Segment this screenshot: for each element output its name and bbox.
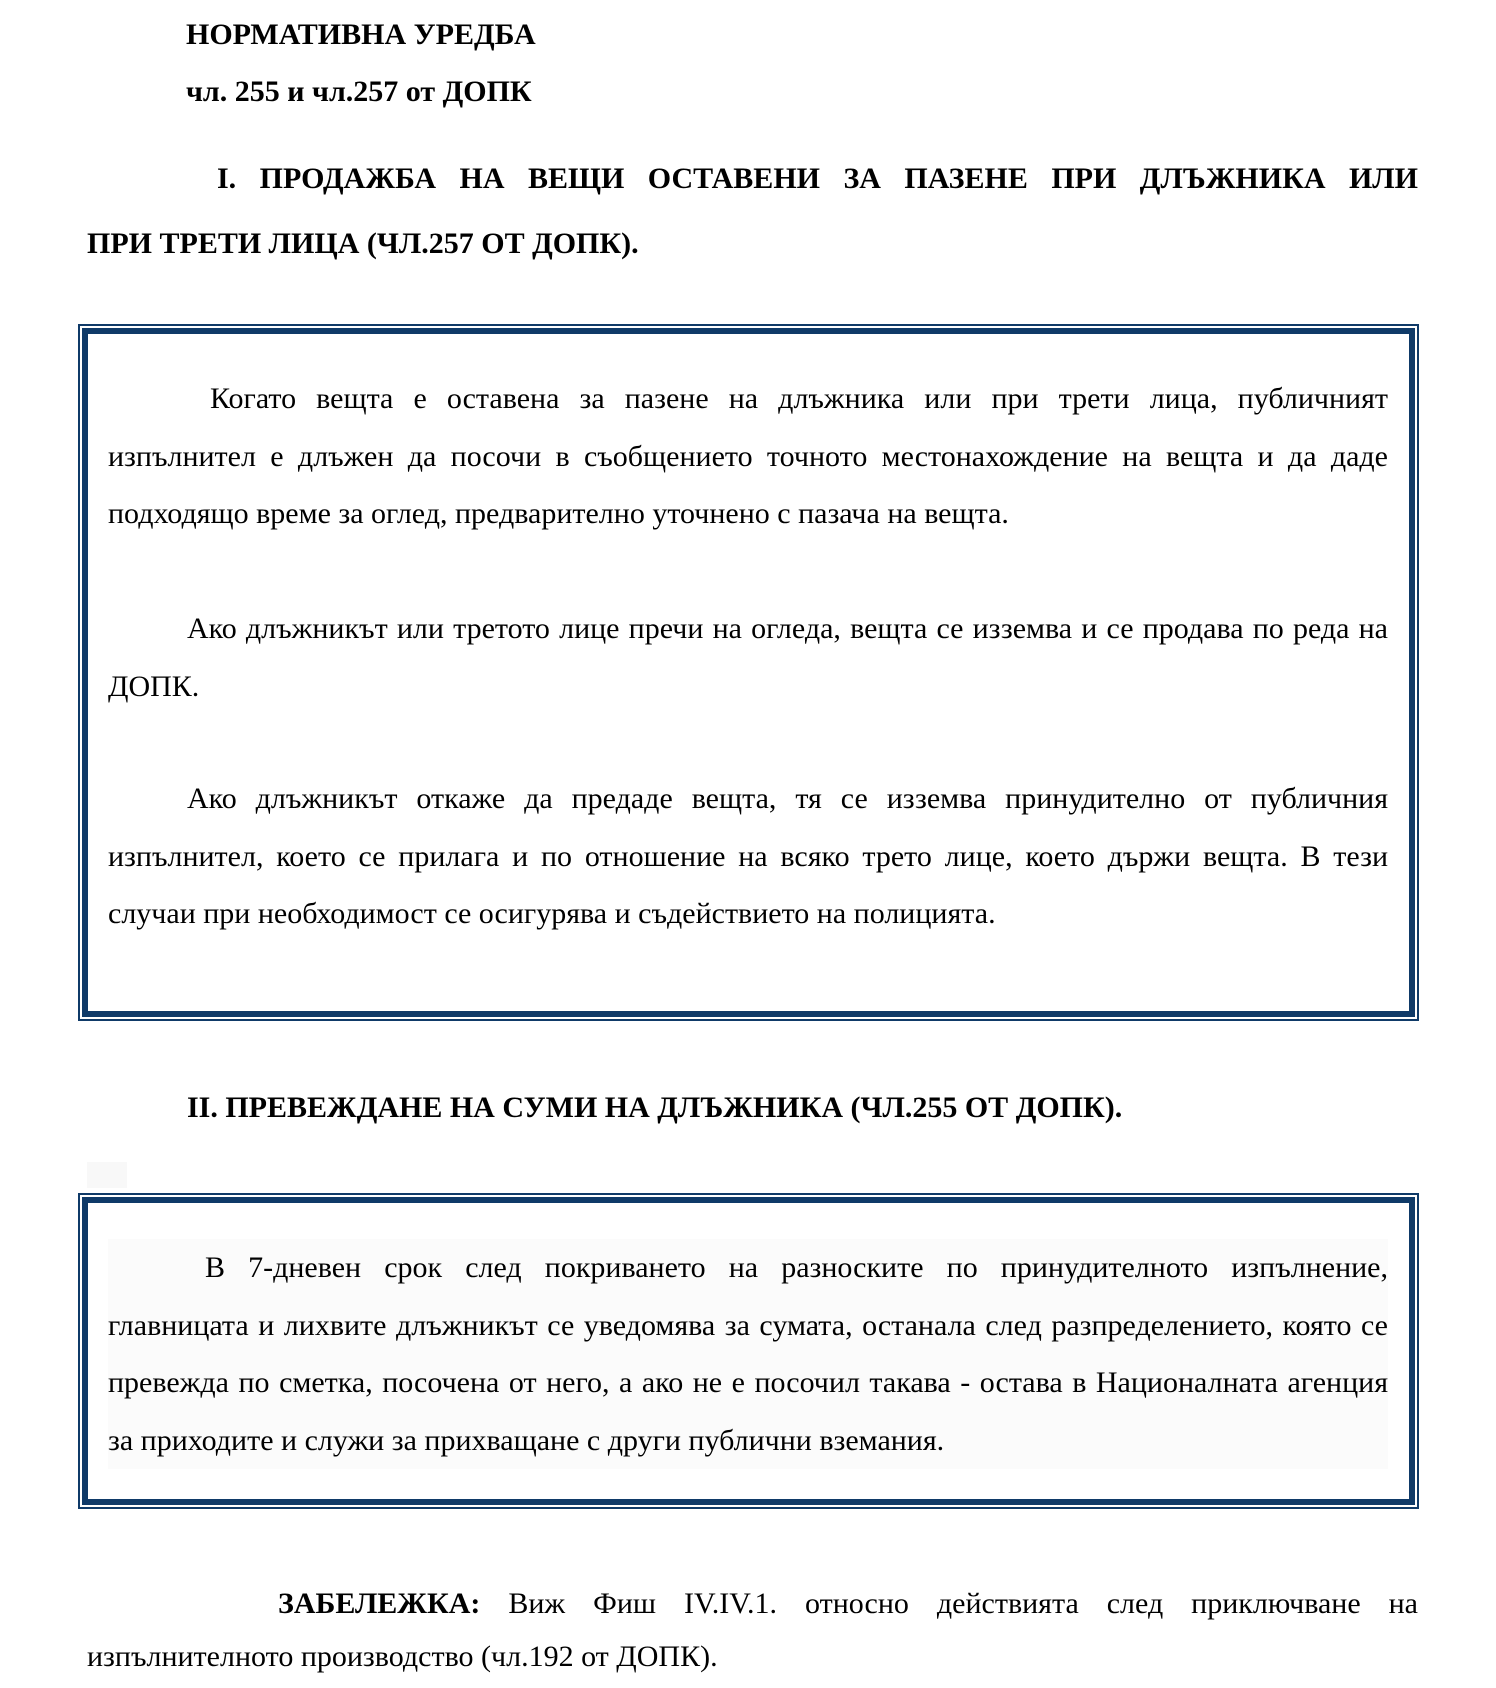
document-title: НОРМАТИВНА УРЕДБА	[186, 18, 536, 51]
note-label: ЗАБЕЛЕЖКА:	[278, 1587, 481, 1620]
faint-artifact	[87, 1162, 127, 1188]
section-1-paragraph-3: Ако длъжникът откаже да предаде вещта, тя се изземва принудително от публичния изпълнител, което се прилага и по отношение на всяко трето лице, което държи вещта. В тези случаи при необходимост се осигурява и съдействието на полицията.	[108, 782, 1388, 930]
section-2-paragraph-1: В 7-дневен срок след покриването на разноските по принудителното изпълнение, главницата и лихвите длъжникът се уведомява за сумата, останала след разпределението, която се превежда по сметка, посочена от него, а ако не е посочил такава - остава в Националната агенция за приходите и служи за прихващане с други публични вземания.	[108, 1239, 1388, 1469]
section-1-heading-line-2: ПРИ ТРЕТИ ЛИЦА (ЧЛ.257 ОТ ДОПК).	[87, 227, 639, 260]
section-2-heading: ІІ. ПРЕВЕЖДАНЕ НА СУМИ НА ДЛЪЖНИКА (ЧЛ.255 ОТ ДОПК).	[187, 1091, 1123, 1124]
section-1-paragraph-2: Ако длъжникът или третото лице пречи на огледа, вещта се изземва и се продава по реда на ДОПК.	[108, 612, 1388, 703]
section-1-heading-line-1: І. ПРОДАЖБА НА ВЕЩИ ОСТАВЕНИ ЗА ПАЗЕНЕ ПРИ ДЛЪЖНИКА ИЛИ	[217, 162, 1418, 195]
note	[87, 1577, 1418, 1683]
document-subtitle: чл. 255 и чл.257 от ДОПК	[186, 75, 532, 108]
note-text: Виж Фиш IV.IV.1. относно действията след приключване на изпълнителното производство (чл.192 от ДОПК).	[87, 1587, 1418, 1673]
section-1-paragraph-1: Когато вещта е оставена за пазене на длъжника или при трети лица, публичният изпълнител е длъжен да посочи в съобщението точното местонахождение на вещта и да даде подходящо време за оглед, предварително уточнено с пазача на вещта.	[108, 382, 1388, 530]
